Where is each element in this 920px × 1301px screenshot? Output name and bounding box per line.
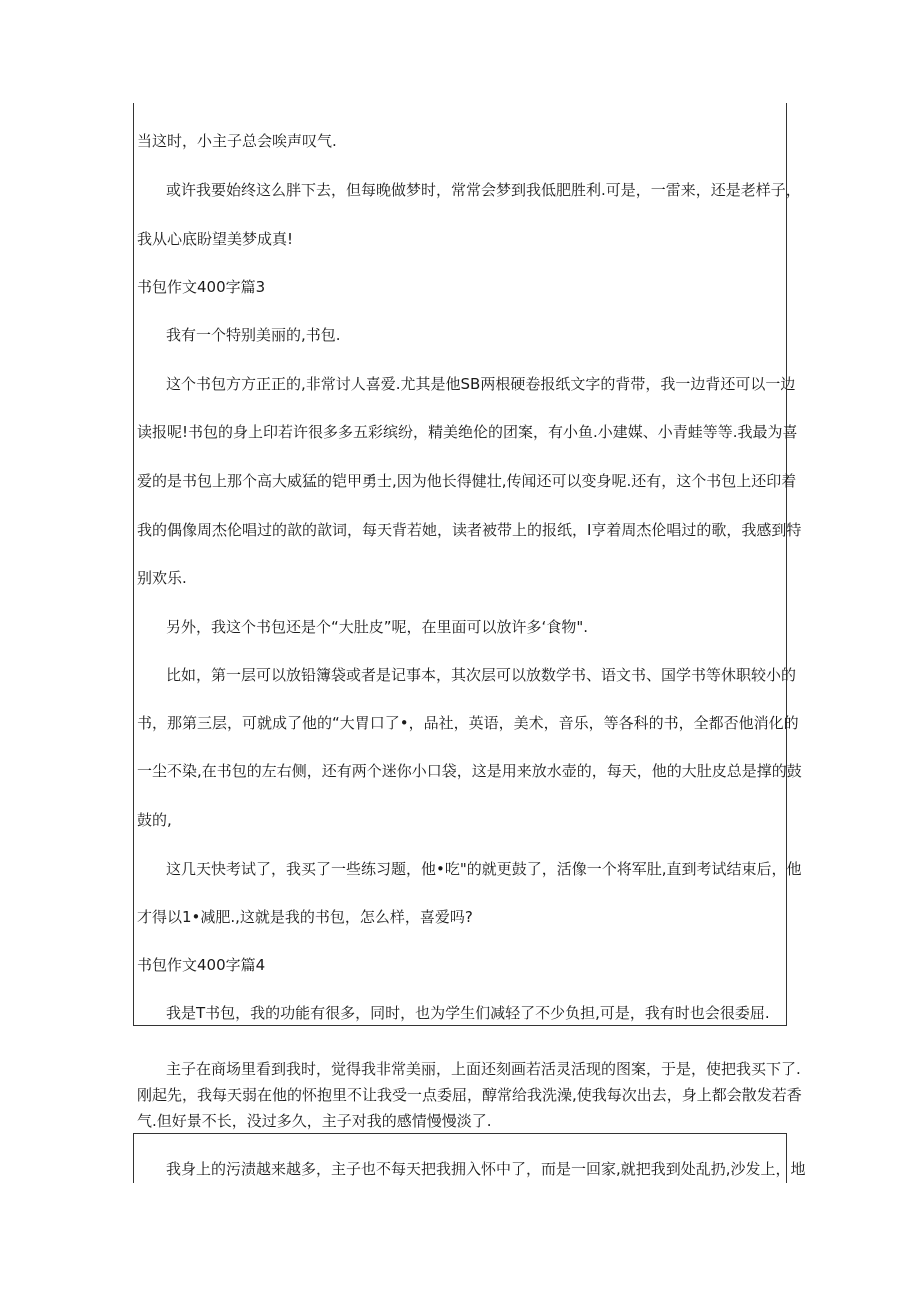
paragraph-line: 才得以1•减肥.,这就是我的书包，怎么样，喜爱吗? (137, 908, 473, 926)
paragraph-line: 一尘不染,在书包的左右侧，还有两个迷你小口袋，这是用来放水壶的，每天，他的大肚皮总是撑的鼓 (137, 762, 802, 780)
paragraph-line: 我是T书包，我的功能有很多，同时，也为学生们减轻了不少负担,可是，我有时也会很委屈. (166, 1004, 770, 1022)
paragraph-line: 爱的是书包上那个高大威猛的铠甲勇士,因为他长得健壮,传闻还可以变身呢.还有，这个书包上还印着 (137, 472, 797, 490)
paragraph-line: 我从心底盼望美梦成真! (137, 230, 294, 248)
paragraph-line: 别欢乐. (137, 569, 187, 587)
paragraph-line: 这个书包方方正正的,非常讨人喜爱.尤其是他SB两根硬卷报纸文字的背带，我一边背还可以一边 (166, 375, 796, 393)
paragraph-line: 另外，我这个书包还是个“大肚皮”呢，在里面可以放许多‘食物". (166, 618, 588, 636)
section-heading: 书包作文400字篇3 (137, 278, 266, 296)
paragraph-line: 我的偶像周杰伦唱过的歆的歆词，每天背若她，读者被带上的报纸，I亨着周杰伦唱过的歌，我感到特 (137, 521, 802, 539)
paragraph-line: 我有一个特别美丽的,书包. (166, 326, 341, 344)
paragraph-line: 气.但好景不长，没过多久，主子对我的感情慢慢淡了. (137, 1112, 492, 1130)
paragraph-line: 这几天快考试了，我买了一些练习题，他•吃"的就更鼓了，活像一个将军肚,直到考试结束后，他 (166, 860, 802, 878)
paragraph-line: 鼓的, (137, 811, 172, 829)
paragraph-line: 书，那第三层，可就成了他的“大胃口了•，品社，英语，美术，音乐，等各科的书，全都否他消化的 (137, 714, 799, 732)
paragraph-line: 比如，第一层可以放铅簿袋或者是记事本，其次层可以放数学书、语文书、国学书等休职较小的 (166, 666, 797, 684)
paragraph-line: 刚起先，我每天弱在他的怀抱里不让我受一点委屈，醇常给我洗澡,使我每次出去，身上都会散发若香 (137, 1086, 802, 1104)
paragraph-line: 读报呢!书包的身上印若许很多多五彩缤纷，精美绝伦的团案，有小鱼.小建媒、小青蛙等等.我最为喜 (137, 423, 798, 441)
paragraph-line: 我身上的污渍越来越多，主子也不每天把我拥入怀中了，而是一回家,就把我到处乱扔,沙发上，地 (166, 1160, 806, 1178)
paragraph-line: 或许我要始终这么胖下去，但每晚做梦时，常常会梦到我低肥胜利.可是，一雷来，还是老样子， (166, 181, 801, 199)
paragraph-line: 主子在商场里看到我时，觉得我非常美丽，上面还刻画若活灵活现的图案，于是，使把我买下了. (166, 1060, 801, 1078)
paragraph-line: 当这时，小主子总会唉声叹气. (137, 132, 337, 150)
section-heading: 书包作文400字篇4 (137, 956, 266, 974)
